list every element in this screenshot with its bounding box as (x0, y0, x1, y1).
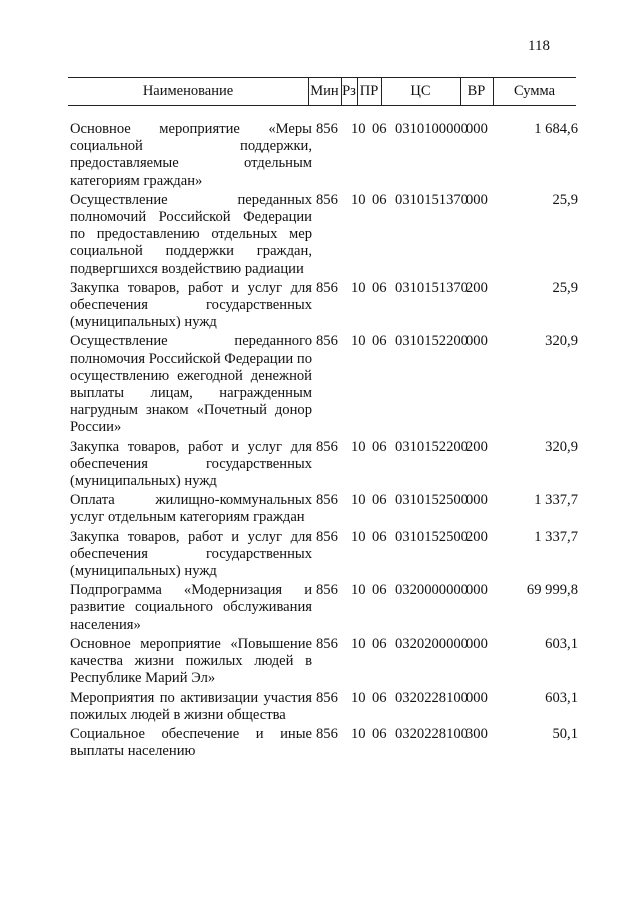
table-header (68, 77, 576, 106)
row-cs: 0310152200 (395, 333, 468, 350)
row-cs: 0310152200 (395, 438, 468, 455)
row-cs: 0310151370 (395, 279, 468, 296)
row-min: 856 (316, 333, 338, 350)
row-pr: 06 (372, 333, 387, 350)
row-name: Мероприятия по активизации участия пожилых людей в жизни общества (70, 689, 312, 723)
row-name: Оплата жилищно-коммунальных услуг отдельным категориям граждан (70, 492, 312, 526)
row-sum: 69 999,8 (526, 582, 578, 599)
row-rz: 10 (351, 333, 366, 350)
row-min: 856 (316, 725, 338, 742)
row-rz: 10 (351, 689, 366, 706)
row-cs: 0320228100 (395, 725, 468, 742)
row-rz: 10 (351, 582, 366, 599)
row-vr: 200 (466, 528, 488, 545)
row-cs: 0310152500 (395, 492, 468, 509)
row-sum: 25,9 (552, 279, 578, 296)
row-min: 856 (316, 528, 338, 545)
row-name: Подпрограмма «Модернизация и развитие социального обслуживания населения» (70, 582, 312, 633)
table-row (70, 690, 582, 724)
row-cs: 0320200000 (395, 635, 468, 652)
row-min: 856 (316, 492, 338, 509)
row-min: 856 (316, 582, 338, 599)
row-rz: 10 (351, 121, 366, 137)
row-min: 856 (316, 438, 338, 455)
row-vr: 200 (466, 438, 488, 455)
row-pr: 06 (372, 635, 387, 652)
row-cs: 0320228100 (395, 689, 468, 706)
table-row (70, 529, 582, 581)
row-sum: 320,9 (545, 333, 578, 350)
row-min: 856 (316, 121, 338, 137)
row-sum: 603,1 (545, 689, 578, 706)
row-rz: 10 (351, 528, 366, 545)
row-sum: 1 337,7 (534, 528, 578, 545)
row-name: Основное мероприятие «Меры социальной поддержки, предоставляемые отдельным категориям граждан» (70, 121, 312, 189)
row-vr: 000 (466, 492, 488, 509)
row-name: Осуществление переданных полномочий Российской Федерации по предоставлению отдельных мер социальной поддержки граждан, подвергшихся воздействию радиации (70, 191, 312, 277)
row-rz: 10 (351, 279, 366, 296)
row-name: Осуществление переданного полномочия Российской Федерации по осуществлению ежегодной денежной выплаты лицам, награжденным нагрудным знаком «Почетный донор России» (70, 333, 312, 436)
table-row (70, 439, 582, 491)
row-name: Закупка товаров, работ и услуг для обеспечения государственных (муниципальных) нужд (70, 528, 312, 580)
row-sum: 320,9 (545, 438, 578, 455)
row-pr: 06 (372, 191, 387, 208)
row-vr: 000 (466, 582, 488, 599)
row-pr: 06 (372, 725, 387, 742)
row-sum: 603,1 (545, 635, 578, 652)
row-vr: 000 (466, 121, 488, 137)
row-vr: 200 (466, 279, 488, 296)
row-pr: 06 (372, 582, 387, 599)
column-header-cs: ЦС (410, 83, 431, 99)
row-vr: 000 (466, 635, 488, 652)
table-row (70, 582, 582, 634)
row-pr: 06 (372, 279, 387, 296)
table-row (70, 192, 582, 278)
row-rz: 10 (351, 438, 366, 455)
row-rz: 10 (351, 191, 366, 208)
column-header-pr: ПР (359, 83, 379, 99)
table-row (70, 636, 582, 688)
table-row (70, 121, 582, 190)
column-header-min: Мин (310, 83, 339, 99)
row-sum: 25,9 (552, 191, 578, 208)
row-min: 856 (316, 635, 338, 652)
row-name: Закупка товаров, работ и услуг для обеспечения государственных (муниципальных) нужд (70, 279, 312, 331)
row-min: 856 (316, 689, 338, 706)
row-name: Социальное обеспечение и иные выплаты населению (70, 725, 312, 760)
table-row (70, 492, 582, 526)
row-pr: 06 (372, 121, 387, 137)
row-min: 856 (316, 279, 338, 296)
column-header-vr: ВР (467, 83, 486, 99)
row-pr: 06 (372, 438, 387, 455)
table-row (70, 280, 582, 332)
row-name: Основное мероприятие «Повышение качества жизни пожилых людей в Республике Марий Эл» (70, 635, 312, 687)
row-vr: 000 (466, 333, 488, 350)
row-rz: 10 (351, 492, 366, 509)
row-sum: 1 684,6 (534, 121, 578, 137)
row-cs: 0310100000 (395, 121, 468, 137)
row-pr: 06 (372, 689, 387, 706)
row-vr: 000 (466, 191, 488, 208)
table-row (70, 726, 582, 760)
row-rz: 10 (351, 635, 366, 652)
row-min: 856 (316, 191, 338, 208)
row-vr: 000 (466, 689, 488, 706)
column-header-rz: Рз (342, 83, 356, 99)
row-vr: 300 (466, 725, 488, 742)
row-sum: 50,1 (552, 725, 578, 742)
row-cs: 0310151370 (395, 191, 468, 208)
row-pr: 06 (372, 528, 387, 545)
row-name: Закупка товаров, работ и услуг для обеспечения государственных (муниципальных) нужд (70, 438, 312, 490)
table-body (70, 121, 582, 762)
table-row (70, 333, 582, 436)
row-sum: 1 337,7 (534, 492, 578, 509)
column-header-sum: Сумма (513, 83, 556, 99)
column-header-name: Наименование (142, 83, 234, 99)
row-cs: 0320000000 (395, 582, 468, 599)
row-cs: 0310152500 (395, 528, 468, 545)
page-number: 118 (528, 38, 550, 54)
row-pr: 06 (372, 492, 387, 509)
row-rz: 10 (351, 725, 366, 742)
